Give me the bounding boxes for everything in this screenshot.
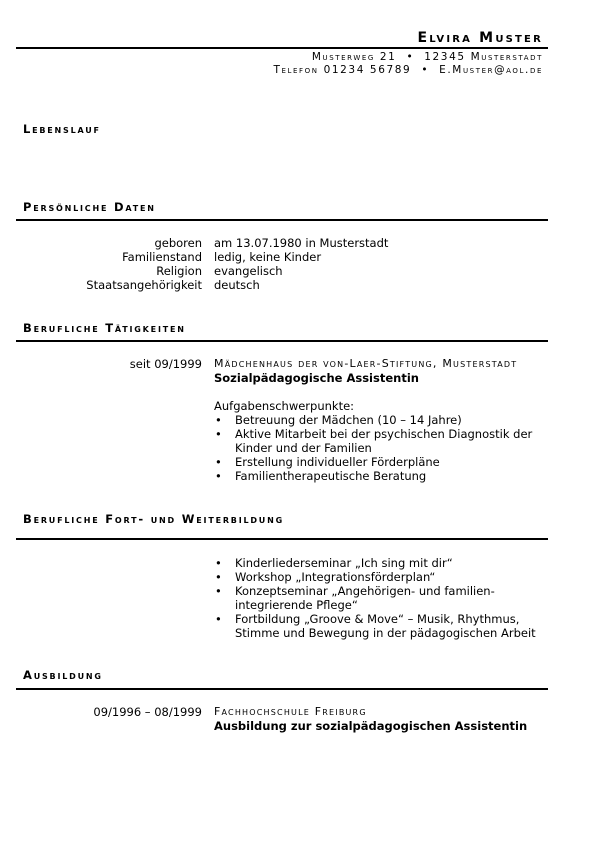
bullet-icon: • (215, 556, 222, 570)
value-born: am 13.07.1980 in Musterstadt (214, 236, 389, 250)
document-title: Lebenslauf (23, 122, 101, 136)
list-item: • Erstellung individueller Förderpläne (215, 455, 440, 469)
phone: Telefon 01234 56789 (273, 64, 412, 76)
education-date: 09/1996 – 08/1999 (93, 705, 202, 719)
section-divider (16, 219, 548, 221)
bullet-icon: • (215, 469, 222, 483)
list-item: • Fortbildung „Groove & Move“ – Musik, Rhythmus, Stimme und Bewegung in der pädagogischen Arbeit (215, 612, 536, 640)
list-item: • Kinderliederseminar „Ich sing mit dir“ (215, 556, 453, 570)
work-tasks-list (214, 413, 544, 483)
work-date: seit 09/1999 (129, 357, 202, 371)
city: 12345 Musterstadt (424, 51, 543, 63)
separator-dot: • (421, 64, 430, 76)
section-divider (16, 688, 548, 690)
label-born: geboren (154, 236, 202, 250)
label-marital-status: Familienstand (122, 250, 202, 264)
list-item: • Familientherapeutische Beratung (215, 469, 427, 483)
work-tasks-label: Aufgabenschwerpunkte: (214, 399, 355, 413)
list-item: • Betreuung der Mädchen (10 – 14 Jahre) (215, 413, 462, 427)
bullet-icon: • (215, 570, 222, 584)
contact-line (274, 63, 544, 77)
work-organization: Mädchenhaus der von-Laer-Stiftung, Musterstadt (214, 357, 518, 370)
street: Musterweg 21 (311, 51, 397, 63)
section-heading-personal: Persönliche Daten (23, 200, 156, 214)
list-item: • Konzeptseminar „Angehörigen- und familien-integrierende Pflege“ (215, 584, 495, 612)
section-divider (16, 340, 548, 342)
education-institution: Fachhochschule Freiburg (214, 705, 367, 718)
section-divider (16, 538, 548, 540)
applicant-name: Elvira Muster (417, 30, 543, 46)
section-heading-training: Berufliche Fort- und Weiterbildung (23, 512, 284, 526)
list-item: • Workshop „Integrationsförderplan“ (215, 570, 436, 584)
header-divider (16, 47, 548, 49)
address-line (312, 50, 543, 64)
label-nationality: Staatsangehörigkeit (86, 278, 202, 292)
section-heading-education: Ausbildung (23, 668, 103, 682)
value-marital-status: ledig, keine Kinder (214, 250, 322, 264)
label-religion: Religion (156, 264, 202, 278)
section-heading-work: Berufliche Tätigkeiten (23, 321, 186, 335)
work-role: Sozialpädagogische Assistentin (214, 371, 419, 385)
separator-dot: • (406, 51, 415, 63)
bullet-icon: • (215, 584, 222, 598)
bullet-icon: • (215, 427, 222, 441)
list-item: • Aktive Mitarbeit bei der psychischen Diagnostik der Kinder und der Familien (215, 427, 533, 455)
bullet-icon: • (215, 612, 222, 626)
bullet-icon: • (215, 413, 222, 427)
education-degree: Ausbildung zur sozialpädagogischen Assistentin (214, 719, 528, 733)
value-nationality: deutsch (214, 278, 260, 292)
value-religion: evangelisch (214, 264, 283, 278)
email: E.Muster@aol.de (439, 64, 543, 76)
training-list (214, 556, 544, 640)
bullet-icon: • (215, 455, 222, 469)
